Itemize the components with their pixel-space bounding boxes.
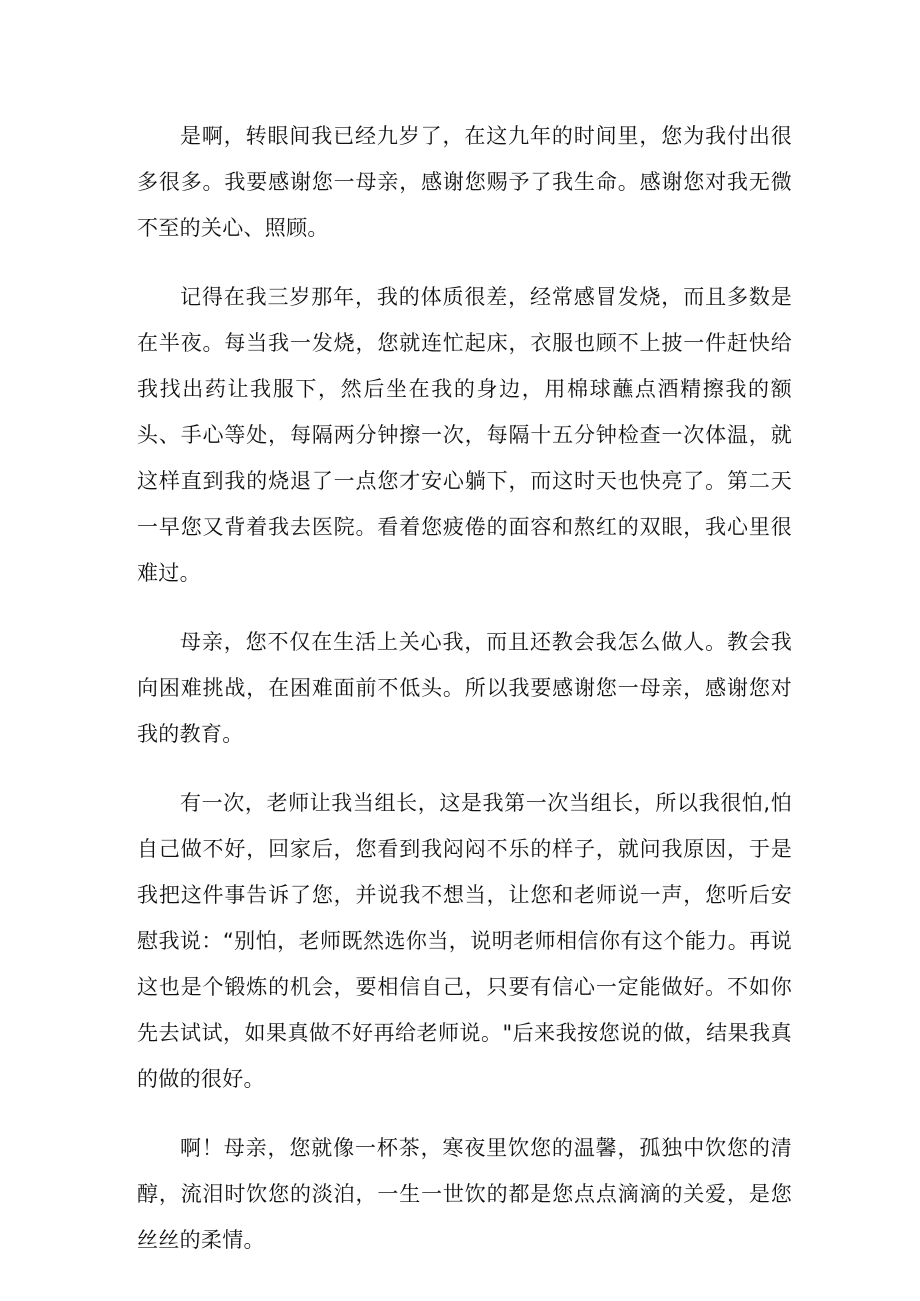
paragraph-1: 是啊，转眼间我已经九岁了，在这九年的时间里，您为我付出很多很多。我要感谢您一母亲，感谢您赐予了我生命。感谢您对我无微不至的关心、照顾。 xyxy=(137,124,792,240)
paragraph-2: 记得在我三岁那年，我的体质很差，经常感冒发烧，而且多数是在半夜。每当我一发烧，您就连忙起床，衣服也顾不上披一件赶快给我找出药让我服下，然后坐在我的身边，用棉球蘸点酒精擦我的额头、手心等处，每隔两分钟擦一次，每隔十五分钟检查一次体温，就这样直到我的烧退了一点您才安心躺下，而这时天也快亮了。第二天一早您又背着我去医院。看着您疲倦的面容和熬红的双眼，我心里很难过。 xyxy=(137,285,792,585)
document-body xyxy=(137,113,792,1286)
paragraph-4: 有一次，老师让我当组长，这是我第一次当组长，所以我很怕,怕自己做不好，回家后，您看到我闷闷不乐的样子，就问我原因，于是我把这件事告诉了您，并说我不想当，让您和老师说一声，您听后安慰我说：“别怕，老师既然选你当，说明老师相信你有这个能力。再说这也是个锻炼的机会，要相信自己，只要有信心一定能做好。不如你先去试试，如果真做不好再给老师说。"后来我按您说的做，结果我真的做的很好。 xyxy=(137,791,792,1091)
paragraph-5: 啊！母亲，您就像一杯茶，寒夜里饮您的温馨，孤独中饮您的清醇，流泪时饮您的淡泊，一生一世饮的都是您点点滴滴的关爱，是您丝丝的柔情。 xyxy=(137,1136,792,1252)
paragraph-3: 母亲，您不仅在生活上关心我，而且还教会我怎么做人。教会我向困难挑战，在困难面前不低头。所以我要感谢您一母亲，感谢您对我的教育。 xyxy=(137,630,792,746)
